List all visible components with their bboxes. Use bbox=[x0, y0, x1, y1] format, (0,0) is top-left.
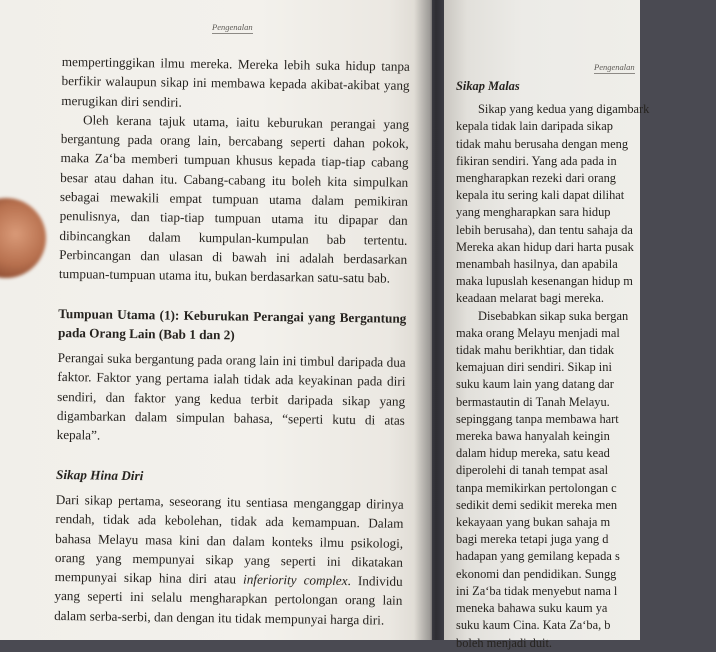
right-page-lines bbox=[456, 101, 716, 652]
right-page-line: maka lupuslah kesenangan hidup m bbox=[456, 274, 633, 289]
right-page-line: sedikit demi sedikit mereka men bbox=[456, 497, 618, 512]
section-heading-tumpuan-utama-1: Tumpuan Utama (1): Keburukan Perangai yang Bergantung pada Orang Lain (Bab 1 dan 2) bbox=[57, 305, 407, 343]
right-running-head bbox=[594, 62, 635, 74]
right-page-line: bermastautin di Tanah Melayu. bbox=[456, 394, 610, 409]
paragraph-dua-faktor: Perangai suka bergantung pada orang lain ini timbul daripada dua faktor. Faktor yang pertama ialah tidak ada keyakinan pada diri sendiri, dan faktor yang kedua terbit daripada sikap yang digambarkan dalam simpulan bahasa, “seperti kutu di atas kepala”. bbox=[56, 350, 406, 443]
right-page-line: kepala tidak lain daripada sikap bbox=[456, 119, 613, 134]
subheading-sikap-malas: Sikap Malas bbox=[456, 79, 520, 93]
right-page-line: fikiran sendiri. Yang ada pada in bbox=[456, 153, 617, 168]
right-page-line: tidak mahu berusaha dengan meng bbox=[456, 136, 629, 151]
left-running-head-text: Pengenalan bbox=[212, 22, 253, 32]
paragraph-3-part-b: . Individu yang seperti ini selalu mengharapkan pertolongan orang lain dalam serba-serbi, dan dengan itu tidak mempunyai harga diri. bbox=[54, 573, 403, 628]
running-head-rule bbox=[212, 33, 253, 34]
inferiority-complex-term: inferiority complex bbox=[242, 571, 348, 589]
right-page-body bbox=[456, 78, 716, 652]
right-page-line: maka orang Melayu menjadi mal bbox=[456, 325, 620, 340]
right-page-line: boleh menjadi duit. bbox=[456, 635, 553, 650]
right-page-line: mereka bawa hanyalah keingin bbox=[456, 429, 610, 444]
right-page-line: bagi mereka tetapi juga yang d bbox=[456, 532, 609, 547]
right-running-head-text: Pengenalan bbox=[594, 62, 635, 72]
right-page-line: meneka bahawa suku kaum ya bbox=[456, 601, 608, 616]
right-page-line: ekonomi dan pendidikan. Sungg bbox=[456, 566, 617, 581]
right-page-line: keadaan melarat bagi mereka. bbox=[456, 291, 604, 306]
right-page-line: dalam hidup mereka, satu kead bbox=[456, 446, 610, 461]
right-page-line: hadapan yang gemilang kepada s bbox=[456, 549, 620, 564]
right-page bbox=[444, 0, 650, 650]
right-page-line: Sikap yang kedua yang digambark bbox=[478, 102, 650, 117]
right-page-line: Mereka akan hidup dari harta pusak bbox=[456, 239, 634, 254]
right-page-line: yang mengharapkan sara hidup bbox=[456, 205, 611, 220]
subheading-sikap-hina-diri: Sikap Hina Diri bbox=[56, 466, 144, 483]
right-page-line: diperolehi di tanah tempat asal bbox=[456, 463, 609, 478]
continuation-paragraph: mempertinggikan ilmu mereka. Mereka lebih suka hidup tanpa berfikir walaupun sikap ini membawa kepada akibat-akibat yang merugikan diri sendiri. bbox=[61, 53, 410, 110]
paragraph-keburukan-perangai: Oleh kerana tajuk utama, iaitu keburukan perangai yang bergantung pada orang lain, bercabang seperti dahan pokok, maka Za‘ba memberi tumpuan khusus kepada tiap-tiap cabang besar atau dahan itu. Cabang-cabang itu boleh kita simpulkan sebagai mewakili empat tumpuan utama dalam pemikiran penulisnya, dan tiap-tiap tumpuan utama itu dipapar dan dibincangkan dalam kumpulan-kumpulan bab tertentu. Perbincangan dan ulasan di bawah ini adalah berdasarkan tumpuan-tumpuan utama itu, bukan berdasarkan satu-satu bab. bbox=[58, 112, 410, 286]
right-page-line: ini Za‘ba tidak menyebut nama l bbox=[456, 583, 618, 598]
right-page-line: kekayaan yang bukan sahaja m bbox=[456, 515, 611, 530]
right-page-line: sepinggang tanpa membawa hart bbox=[456, 411, 619, 426]
right-page-line: kepala itu sering kali dapat dilihat bbox=[456, 188, 625, 203]
right-page-line: tanpa memikirkan pertolongan c bbox=[456, 480, 617, 495]
right-page-line: suku kaum lain yang datang dar bbox=[456, 377, 614, 392]
right-page-line: Disebabkan sikap suka bergan bbox=[478, 308, 629, 323]
right-page-line: mengharapkan rezeki dari orang bbox=[456, 171, 616, 186]
right-page-line: kemajuan diri sendiri. Sikap ini bbox=[456, 360, 612, 375]
left-running-head bbox=[212, 22, 253, 34]
left-page-body bbox=[54, 52, 410, 630]
right-page-line: suku kaum Cina. Kata Za‘ba, b bbox=[456, 618, 611, 633]
finger-thumb bbox=[0, 198, 46, 278]
paragraph-sikap-hina-diri bbox=[54, 490, 404, 630]
right-page-line: lebih berusaha), dan tentu sahaja da bbox=[456, 222, 633, 237]
right-page-line: tidak mahu berikhtiar, dan tidak bbox=[456, 343, 615, 358]
running-head-rule bbox=[594, 73, 635, 74]
right-page-line: menambah hasilnya, dan apabila bbox=[456, 257, 618, 272]
paragraph-3-part-a: Dari sikap pertama, seseorang itu sentiasa menganggap dirinya rendah, tidak ada kebolehan, tidak ada kemampuan. Dalam bahasa Melayu masa kini dan dalam konteks ilmu psikologi, orang yang mempunyai sikap yang seperti ini dikatakan mempunyai sikap hina diri atau bbox=[54, 491, 404, 587]
